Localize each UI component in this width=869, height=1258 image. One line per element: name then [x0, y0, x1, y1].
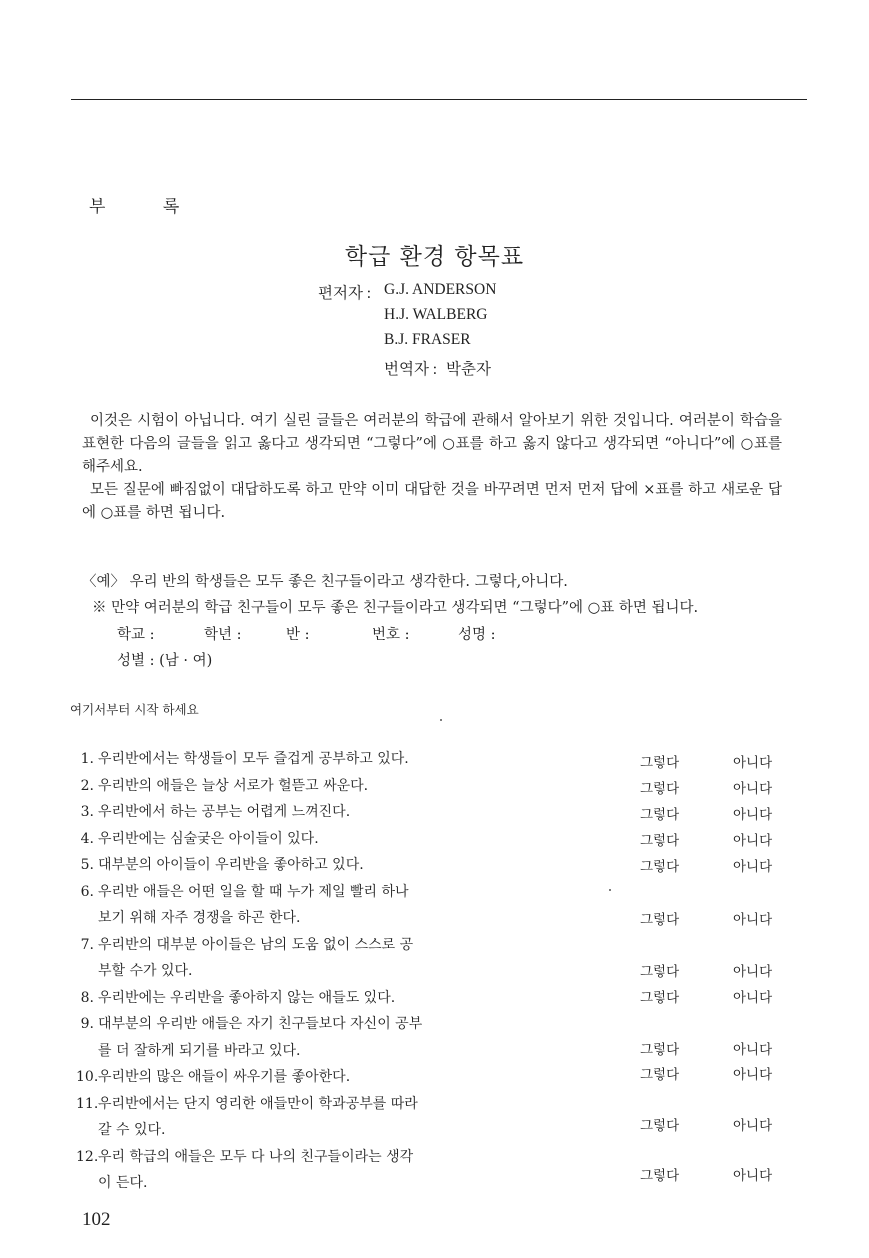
question-item: 12.우리 학급의 애들은 모두 다 나의 친구들이라는 생각 이 든다.	[76, 1148, 414, 1191]
question-item: 4. 우리반에는 심술궂은 아이들이 있다.	[80, 830, 319, 847]
answer-no[interactable]: 아니다	[733, 781, 773, 797]
speck	[440, 719, 442, 721]
answer-no[interactable]: 아니다	[733, 807, 773, 823]
answer-no[interactable]: 아니다	[733, 833, 773, 849]
example-line: 〈예〉 우리 반의 학생들은 모두 좋은 친구들이라고 생각한다. 그렇다,아니다.	[82, 574, 568, 590]
start-here-label: 여기서부터 시작 하세요	[70, 702, 199, 717]
page-title: 학급 환경 항목표	[344, 244, 525, 270]
number-field: 번호 :	[372, 627, 410, 643]
example-note: ※ 만약 여러분의 학급 친구들이 모두 좋은 친구들이라고 생각되면 “그렇다”에 ○표 하면 됩니다.	[92, 600, 699, 616]
answer-no[interactable]: 아니다	[733, 1067, 773, 1083]
question-item: 5. 대부분의 아이들이 우리반을 좋아하고 있다.	[80, 857, 364, 873]
speck	[609, 889, 611, 891]
answer-yes[interactable]: 그렇다	[640, 833, 680, 849]
name-field: 성명 :	[458, 627, 496, 643]
gender-field: 성별 : (남 · 여)	[117, 653, 213, 669]
answer-yes[interactable]: 그렇다	[640, 1042, 680, 1058]
top-rule	[71, 99, 807, 100]
editor-2: H.J. WALBERG	[384, 306, 488, 323]
question-item: 11.우리반에서는 단지 영리한 애들만이 학과공부를 따라 갈 수 있다.	[76, 1095, 418, 1138]
answer-no[interactable]: 아니다	[733, 1168, 773, 1184]
answer-yes[interactable]: 그렇다	[640, 859, 680, 875]
answer-yes[interactable]: 그렇다	[640, 755, 680, 771]
editors-label: 편저자 :	[318, 285, 372, 302]
page-number: 102	[82, 1209, 111, 1230]
school-field: 학교 :	[117, 627, 155, 643]
intro-paragraphs	[82, 410, 782, 525]
question-list	[76, 746, 476, 1197]
grade-field: 학년 :	[204, 627, 242, 643]
appendix-label: 부 록	[89, 197, 206, 217]
answer-no[interactable]: 아니다	[733, 990, 773, 1006]
answer-yes[interactable]: 그렇다	[640, 1168, 680, 1184]
question-item: 6. 우리반 애들은 어떤 일을 할 때 누가 제일 빨리 하나 보기 위해 자주 경쟁을 하곤 한다.	[80, 883, 409, 926]
answer-no[interactable]: 아니다	[733, 1118, 773, 1134]
editor-3: B.J. FRASER	[384, 331, 471, 348]
intro-paragraph-2: 모든 질문에 빠짐없이 대답하도록 하고 만약 이미 대답한 것을 바꾸려면 먼저 먼저 답에 ×표를 하고 새로운 답에 ○표를 하면 됩니다.	[82, 482, 782, 521]
class-field: 반 :	[286, 627, 310, 643]
translator-name: 박춘자	[446, 361, 491, 378]
answer-no[interactable]: 아니다	[733, 912, 773, 928]
translator-label: 번역자 :	[384, 361, 438, 378]
question-item: 1. 우리반에서는 학생들이 모두 즐겁게 공부하고 있다.	[80, 751, 409, 767]
question-item: 8. 우리반에는 우리반을 좋아하지 않는 애들도 있다.	[80, 989, 396, 1006]
answer-no[interactable]: 아니다	[733, 964, 773, 980]
answer-yes[interactable]: 그렇다	[640, 1067, 680, 1083]
answer-yes[interactable]: 그렇다	[640, 781, 680, 797]
answer-yes[interactable]: 그렇다	[640, 1118, 680, 1134]
answer-no[interactable]: 아니다	[733, 755, 773, 771]
question-item: 9. 대부분의 우리반 애들은 자기 친구들보다 자신이 공부 를 더 잘하게 되기를 바라고 있다.	[80, 1016, 423, 1059]
question-item: 3. 우리반에서 하는 공부는 어렵게 느껴진다.	[80, 804, 351, 820]
intro-paragraph-1: 이것은 시험이 아닙니다. 여기 실린 글들은 여러분의 학급에 관해서 알아보기 위한 것입니다. 여러분이 학습을 표현한 다음의 글들을 읽고 옳다고 생각되면 “그렇다”에 ○표를 하고 옳지 않다고 생각되면 “아니다”에 ○표를 해주세요.	[82, 413, 782, 475]
question-item: 10.우리반의 많은 애들이 싸우기를 좋아한다.	[76, 1069, 351, 1085]
answer-yes[interactable]: 그렇다	[640, 990, 680, 1006]
editor-1: G.J. ANDERSON	[384, 281, 497, 298]
question-item: 2. 우리반의 애들은 늘상 서로가 헐뜯고 싸운다.	[80, 777, 369, 794]
answer-yes[interactable]: 그렇다	[640, 964, 680, 980]
answer-no[interactable]: 아니다	[733, 859, 773, 875]
question-item: 7. 우리반의 대부분 아이들은 남의 도움 없이 스스로 공 부할 수가 있다.	[80, 936, 414, 979]
answer-no[interactable]: 아니다	[733, 1042, 773, 1058]
answer-yes[interactable]: 그렇다	[640, 807, 680, 823]
answer-yes[interactable]: 그렇다	[640, 912, 680, 928]
